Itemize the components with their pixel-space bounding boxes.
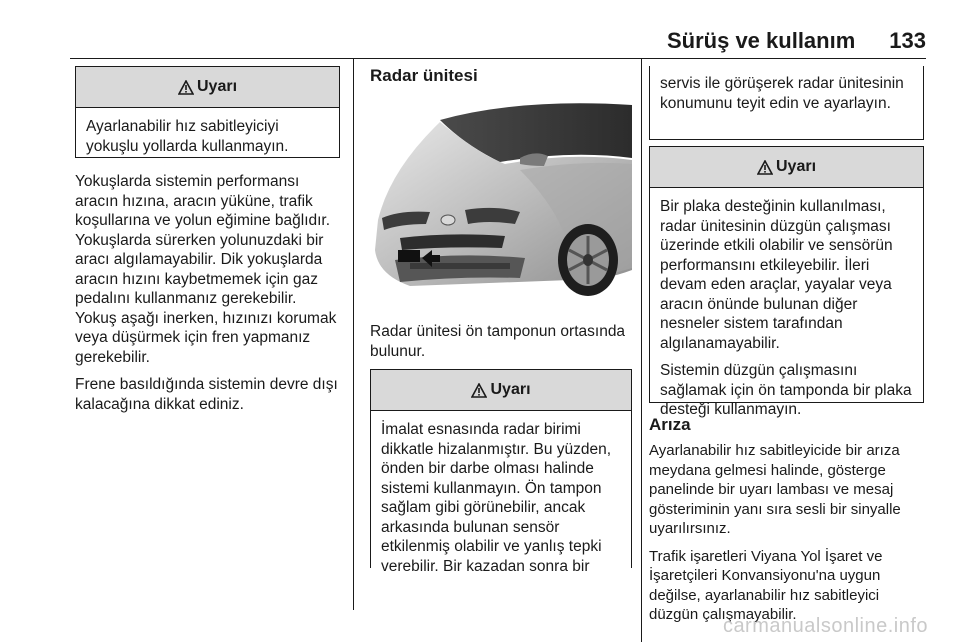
- warning-header: [650, 147, 923, 188]
- warning-text: Ayarlanabilir hız sabitleyiciyi yokuşlu yollarda kullanmayın.: [86, 118, 289, 155]
- warning-body: [650, 188, 923, 434]
- warning-box: [75, 66, 340, 158]
- warning-box: [649, 146, 924, 418]
- page-number: 133: [889, 28, 926, 53]
- middle-column: [370, 66, 632, 86]
- watermark: carmanualsonline.info: [722, 615, 928, 637]
- warning-body: [371, 411, 631, 590]
- paragraph: Yokuşlarda sistemin performansı aracın hızına, aracın yüküne, trafik koşullarına ve yolun eğimine bağlıdır. Yokuşlarda sürerken yolunuzdaki bir aracı algılamayabilir. Dik yokuşlarda aracın hızını kaybetmemek için gaz pedalını kullanmanız gerekebilir. Yokuş aşağı inerken, hızınızı korumak veya düşürmek için fren yapmanız gerekebilir.: [75, 173, 337, 366]
- fault-section: [649, 415, 924, 625]
- middle-lower: [370, 322, 632, 575]
- warning-body: [76, 108, 339, 170]
- right-column: [649, 66, 924, 633]
- left-column: [75, 66, 340, 422]
- column-divider-2: [641, 58, 642, 642]
- page-header: [667, 28, 926, 54]
- image-caption: Radar ünitesi ön tamponun ortasında bulunur.: [370, 323, 626, 360]
- warning-body: [650, 66, 923, 127]
- warning-header: [371, 370, 631, 411]
- warning-title: Uyarı: [490, 381, 531, 398]
- header-rule: [70, 58, 926, 59]
- section-heading: Radar ünitesi: [370, 66, 478, 85]
- warning-text: Sistemin düzgün çalışmasını sağlamak için ön tamponda bir plaka desteği kullanmayın.: [660, 362, 912, 418]
- left-body: [75, 172, 340, 414]
- warning-box: [370, 369, 632, 575]
- warning-continued-box: [649, 66, 924, 140]
- warning-triangle-icon: [178, 80, 194, 95]
- warning-title: Uyarı: [196, 78, 238, 95]
- section-title: Sürüş ve kullanım: [666, 28, 856, 53]
- paragraph: Trafik işaretleri Viyana Yol İşaret ve İşaretçileri Konvansiyonu'na uygun değilse, ayarlanabilir hız sabitleyici düzgün çalışmayabilir.: [649, 547, 883, 623]
- warning-text: servis ile görüşerek radar ünitesinin konumunu teyit edin ve ayarlayın.: [660, 75, 904, 112]
- warning-text: Bir plaka desteğinin kullanılması, radar ünitesinin düzgün çalışması üzerinde etkili olabilir ve sensörün performansını etkileyebilir. İleri devam eden araçlar, yayalar veya aracın önünde bulunan diğer nesneler sistem tarafından algılanamayabilir.: [660, 198, 893, 352]
- warning-text: İmalat esnasında radar birimi dikkatle hizalanmıştır. Bu yüzden, önden bir darbe olması halinde sistemi kullanmayın. Ön tampon sağlam gibi görünebilir, ancak arkasında bulunan sensör etkilenmiş olabilir ve yanlış tepki verebilir. Bir kazadan sonra bir: [381, 421, 612, 575]
- warning-triangle-icon: [757, 160, 773, 175]
- warning-header: [76, 67, 339, 108]
- warning-triangle-icon: [471, 383, 487, 398]
- paragraph: Ayarlanabilir hız sabitleyicide bir arıza meydana gelmesi halinde, gösterge panelinde bir uyarı lambası ve mesaj gösteriminin yanı sıra sesli bir sinyalle uyarılırsınız.: [649, 442, 901, 537]
- column-divider-1: [353, 58, 354, 610]
- car-front-radar-illustration: [370, 100, 632, 300]
- warning-title: Uyarı: [775, 158, 817, 175]
- section-heading: Arıza: [649, 415, 691, 434]
- paragraph: Frene basıldığında sistemin devre dışı kalacağına dikkat ediniz.: [75, 376, 338, 413]
